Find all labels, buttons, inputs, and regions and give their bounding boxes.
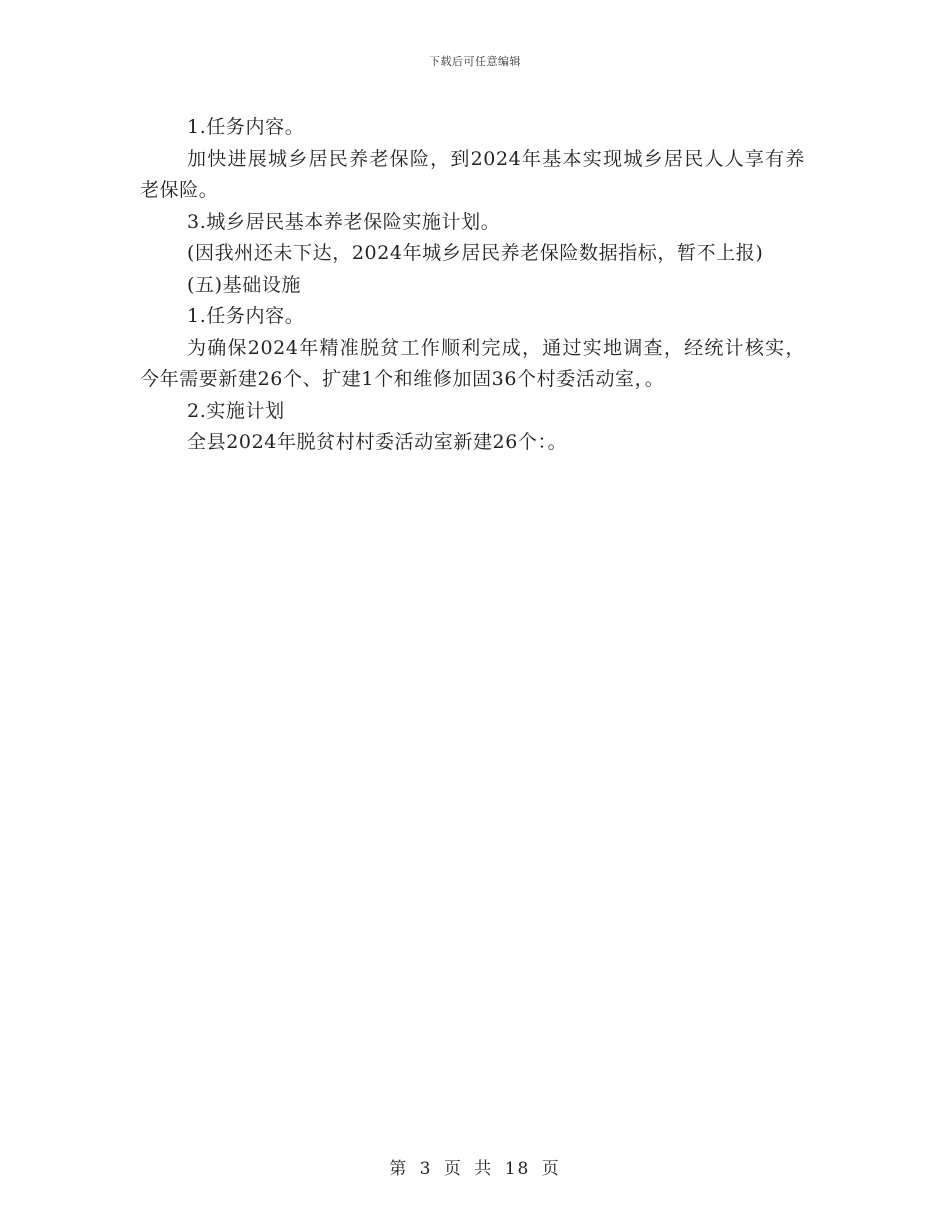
- document-body: [140, 112, 805, 459]
- paragraph-pension-plan-heading: 3.城乡居民基本养老保险实施计划。: [187, 210, 501, 233]
- page-number-footer: 第 3 页 共 18 页: [389, 1159, 561, 1179]
- paragraph-infrastructure-goal: 为确保2024年精准脱贫工作顺利完成，通过实地调查，经统计核实，今年需要新建26个、扩建1个和维修加固36个村委活动室，。: [140, 336, 805, 390]
- paragraph-task-content-2: 1.任务内容。: [187, 305, 305, 327]
- paragraph-task-content-1: 1.任务内容。: [187, 116, 305, 138]
- paragraph-implementation-plan-heading: 2.实施计划: [187, 399, 285, 422]
- paragraph-pension-goal: 加快进展城乡居民养老保险，到2024年基本实现城乡居民人人享有养老保险。: [140, 147, 805, 201]
- paragraph-pension-note: (因我州还未下达，2024年城乡居民养老保险数据指标，暂不上报): [187, 242, 764, 264]
- paragraph-county-new-build: 全县2024年脱贫村村委活动室新建26个：。: [187, 431, 568, 453]
- section-heading-infrastructure: (五)基础设施: [187, 273, 302, 296]
- page-header: 下载后可任意编辑: [429, 55, 521, 68]
